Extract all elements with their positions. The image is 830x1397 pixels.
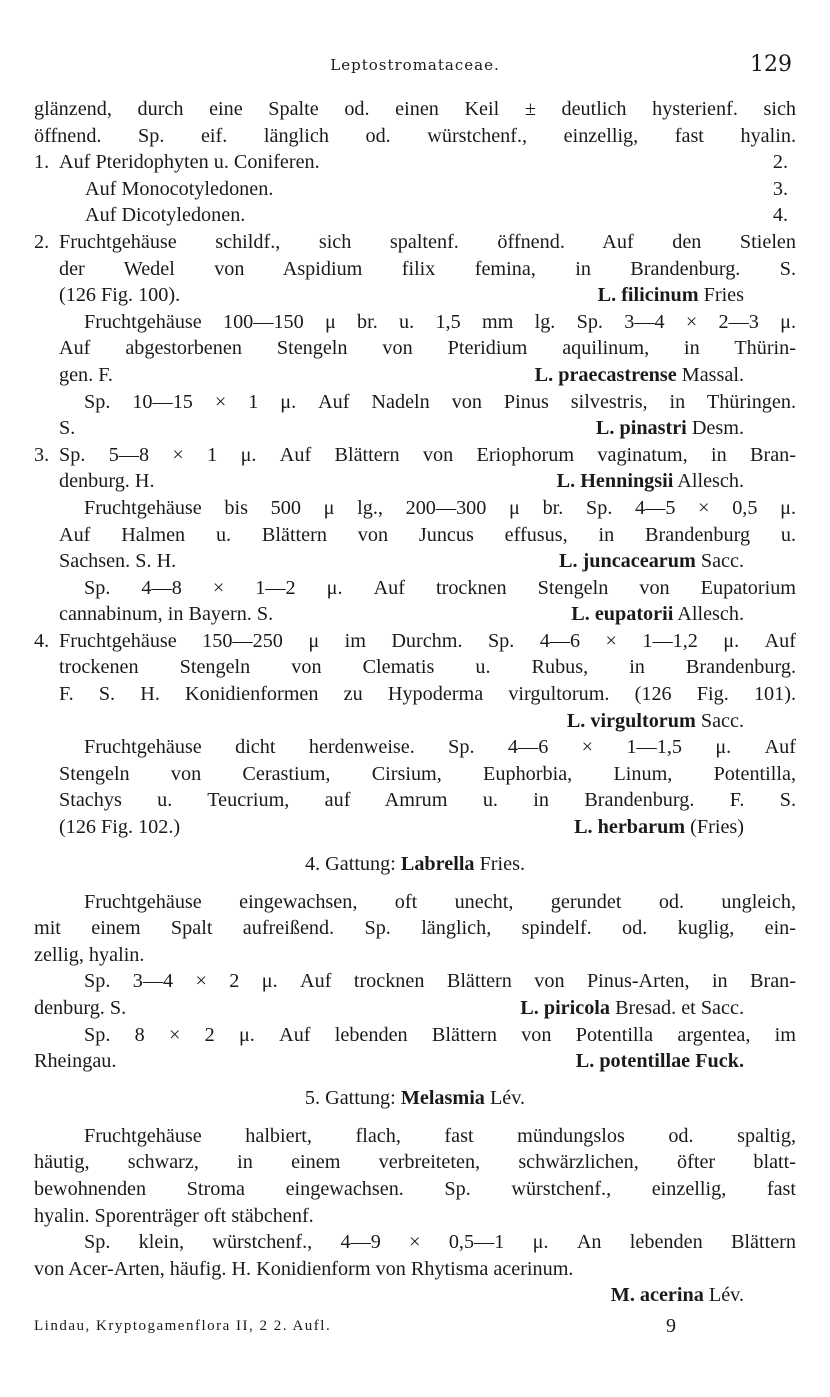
key-line-4 bbox=[34, 628, 796, 655]
epithet: virgultorum bbox=[590, 709, 696, 732]
key-reference: 2. bbox=[772, 151, 788, 174]
text-line: öffnend. Sp. eif. länglich od. würstchenf., einzellig, fast hyalin. bbox=[34, 124, 796, 147]
species-line bbox=[34, 468, 796, 495]
key-line-1c bbox=[34, 202, 796, 229]
text-line: Sp. klein, würstchenf., 4—9 × 0,5—1 μ. An lebenden Blättern bbox=[84, 1231, 796, 1254]
genus-prefix: 4. Gattung: bbox=[304, 852, 396, 875]
author: Lév. bbox=[708, 1284, 744, 1307]
species-name bbox=[571, 601, 744, 628]
genus-prefix: 5. Gattung: bbox=[304, 1086, 396, 1109]
species-line bbox=[34, 814, 796, 841]
text-fragment: Sachsen. S. H. bbox=[59, 550, 177, 573]
epithet: herbarum bbox=[597, 816, 686, 839]
text-fragment: denburg. H. bbox=[59, 470, 155, 493]
genus-abbr: L. bbox=[595, 417, 615, 440]
text-fragment: cannabinum, in Bayern. S. bbox=[59, 603, 274, 626]
author: Allesch. bbox=[677, 603, 744, 626]
key-text: Auf Monocotyledonen. bbox=[85, 177, 274, 200]
key-number: 1. bbox=[34, 151, 50, 174]
genus-author: Fries. bbox=[479, 852, 525, 875]
epithet: pinastri bbox=[619, 417, 687, 440]
running-head bbox=[34, 52, 796, 82]
author: Fuck. bbox=[695, 1050, 744, 1073]
species-name bbox=[535, 362, 744, 389]
text-fragment: Rheingau. bbox=[34, 1050, 117, 1073]
key-line-3 bbox=[34, 442, 796, 469]
running-title: Leptostromataceae. bbox=[330, 56, 500, 74]
text-line: hyalin. Sporenträger oft stäbchenf. bbox=[34, 1204, 314, 1227]
epithet: potentillae bbox=[599, 1050, 691, 1073]
text-line: Auf Halmen u. Blättern von Juncus effusus, in Brandenburg u. bbox=[59, 523, 796, 546]
genus-heading-melasmia bbox=[34, 1075, 796, 1123]
text-line: von Acer-Arten, häufig. H. Konidienform von Rhytisma acerinum. bbox=[34, 1257, 574, 1280]
genus-abbr: L. bbox=[571, 603, 590, 626]
text-line: mit einem Spalt aufreißend. Sp. länglich, spindelf. od. kuglig, ein- bbox=[34, 917, 796, 940]
key-text: Auf Dicotyledonen. bbox=[85, 204, 246, 227]
author: Massal. bbox=[681, 363, 744, 386]
species-name bbox=[611, 1282, 744, 1309]
author: (Fries) bbox=[690, 816, 744, 839]
text-line: Sp. 8 × 2 μ. Auf lebenden Blättern von Potentilla argentea, im bbox=[84, 1023, 796, 1046]
species-line bbox=[34, 415, 796, 442]
genus-abbr: L. bbox=[575, 1050, 595, 1073]
author: Desm. bbox=[691, 417, 744, 440]
genus-heading-labrella bbox=[34, 841, 796, 889]
species-line bbox=[34, 601, 796, 628]
text-line: Fruchtgehäuse dicht herdenweise. Sp. 4—6 × 1—1,5 μ. Auf bbox=[84, 736, 796, 759]
species-line bbox=[34, 362, 796, 389]
species-name bbox=[574, 814, 744, 841]
text-fragment: denburg. S. bbox=[34, 997, 127, 1019]
text-line: Sp. 4—8 × 1—2 μ. Auf trocknen Stengeln von Eupatorium bbox=[84, 576, 796, 599]
species-line bbox=[34, 548, 796, 575]
genus-name: Labrella bbox=[400, 852, 475, 875]
key-line-1b bbox=[34, 176, 796, 203]
genus-abbr: L. bbox=[534, 363, 554, 386]
text-fragment: S. bbox=[59, 417, 76, 440]
genus-abbr: L. bbox=[556, 470, 576, 493]
text-line: Sp. 10—15 × 1 μ. Auf Nadeln von Pinus silvestris, in Thüringen. bbox=[84, 390, 796, 413]
epithet: acerina bbox=[639, 1284, 704, 1307]
key-reference: 3. bbox=[772, 177, 788, 200]
author: Bresad. et Sacc. bbox=[615, 997, 744, 1019]
text-line: Fruchtgehäuse halbiert, flach, fast mündungslos od. spaltig, bbox=[84, 1124, 796, 1147]
page-footer bbox=[34, 1315, 796, 1337]
text-line: Fruchtgehäuse 100—150 μ br. u. 1,5 mm lg. Sp. 3—4 × 2—3 μ. bbox=[84, 310, 796, 333]
species-name bbox=[596, 415, 744, 442]
author: Allesch. bbox=[677, 470, 744, 493]
genus-abbr: L. bbox=[566, 709, 586, 732]
text-fragment: (126 Fig. 100). bbox=[59, 284, 181, 307]
imprint: Lindau, Kryptogamenflora II, 2 2. Aufl. bbox=[34, 1318, 332, 1334]
epithet: juncacearum bbox=[582, 550, 696, 573]
epithet: praecastrense bbox=[558, 363, 677, 386]
text-line: der Wedel von Aspidium filix femina, in Brandenburg. S. bbox=[59, 257, 796, 280]
species-line bbox=[34, 708, 796, 735]
species-name bbox=[520, 995, 744, 1022]
genus-abbr: L. bbox=[574, 816, 593, 839]
author: Sacc. bbox=[700, 550, 744, 573]
key-text: Auf Pteridophyten u. Coniferen. bbox=[59, 151, 320, 174]
text-line: trockenen Stengeln von Clematis u. Rubus, in Brandenburg. bbox=[59, 656, 796, 679]
text-line: häutig, schwarz, in einem verbreiteten, schwärzlichen, öfter blatt- bbox=[34, 1151, 796, 1174]
page-body bbox=[34, 96, 796, 1309]
text-fragment: gen. F. bbox=[59, 363, 113, 386]
species-name bbox=[559, 548, 744, 575]
author: Fries bbox=[703, 284, 744, 307]
species-name bbox=[557, 468, 744, 495]
text-line: Sp. 3—4 × 2 μ. Auf trocknen Blättern von Pinus-Arten, in Bran- bbox=[84, 970, 796, 993]
species-line bbox=[34, 1282, 796, 1309]
page-number: 129 bbox=[750, 52, 792, 77]
text-line: Stengeln von Cerastium, Cirsium, Euphorbia, Linum, Potentilla, bbox=[59, 762, 796, 785]
text-fragment: (126 Fig. 102.) bbox=[59, 816, 181, 839]
text-line: Fruchtgehäuse bis 500 μ lg., 200—300 μ br. Sp. 4—5 × 0,5 μ. bbox=[84, 496, 796, 519]
genus-abbr: L. bbox=[520, 997, 539, 1019]
key-number: 2. bbox=[34, 230, 50, 253]
key-text: Fruchtgehäuse schildf., sich spaltenf. öffnend. Auf den Stielen bbox=[59, 230, 796, 253]
key-line-2 bbox=[34, 229, 796, 256]
genus-abbr: L. bbox=[558, 550, 578, 573]
author: Sacc. bbox=[700, 709, 744, 732]
key-text: Fruchtgehäuse 150—250 μ im Durchm. Sp. 4—6 × 1—1,2 μ. Auf bbox=[59, 629, 796, 652]
species-line bbox=[34, 282, 796, 309]
species-name bbox=[576, 1048, 744, 1075]
genus-name: Melasmia bbox=[400, 1086, 485, 1109]
text-line: bewohnenden Stroma eingewachsen. Sp. würstchenf., einzellig, fast bbox=[34, 1177, 796, 1200]
species-line bbox=[34, 995, 796, 1022]
signature-mark: 9 bbox=[666, 1315, 678, 1337]
text-line: Fruchtgehäuse eingewachsen, oft unecht, gerundet od. ungleich, bbox=[84, 890, 796, 913]
key-number: 4. bbox=[34, 629, 50, 652]
species-name bbox=[567, 708, 744, 735]
genus-author: Lév. bbox=[489, 1086, 526, 1109]
epithet: piricola bbox=[543, 997, 611, 1019]
text-line: zellig, hyalin. bbox=[34, 943, 145, 966]
text-line: F. S. H. Konidienformen zu Hypoderma virgultorum. (126 Fig. 101). bbox=[59, 683, 796, 706]
text-line: Auf abgestorbenen Stengeln von Pteridium aquilinum, in Thürin- bbox=[59, 337, 796, 360]
genus-abbr: M. bbox=[610, 1284, 635, 1307]
epithet: Henningsii bbox=[580, 470, 674, 493]
genus-abbr: L. bbox=[597, 284, 617, 307]
text-line: Stachys u. Teucrium, auf Amrum u. in Brandenburg. F. S. bbox=[59, 789, 796, 812]
key-reference: 4. bbox=[772, 204, 788, 227]
key-text: Sp. 5—8 × 1 μ. Auf Blättern von Eriophorum vaginatum, in Bran- bbox=[59, 443, 796, 466]
key-line-1 bbox=[34, 149, 796, 176]
species-line bbox=[34, 1048, 796, 1075]
text-line: glänzend, durch eine Spalte od. einen Keil ± deutlich hysterienf. sich bbox=[34, 98, 796, 120]
species-name bbox=[598, 282, 744, 309]
epithet: filicinum bbox=[621, 284, 699, 307]
document-page bbox=[34, 0, 796, 1397]
key-number: 3. bbox=[34, 443, 50, 466]
epithet: eupatorii bbox=[594, 603, 674, 626]
